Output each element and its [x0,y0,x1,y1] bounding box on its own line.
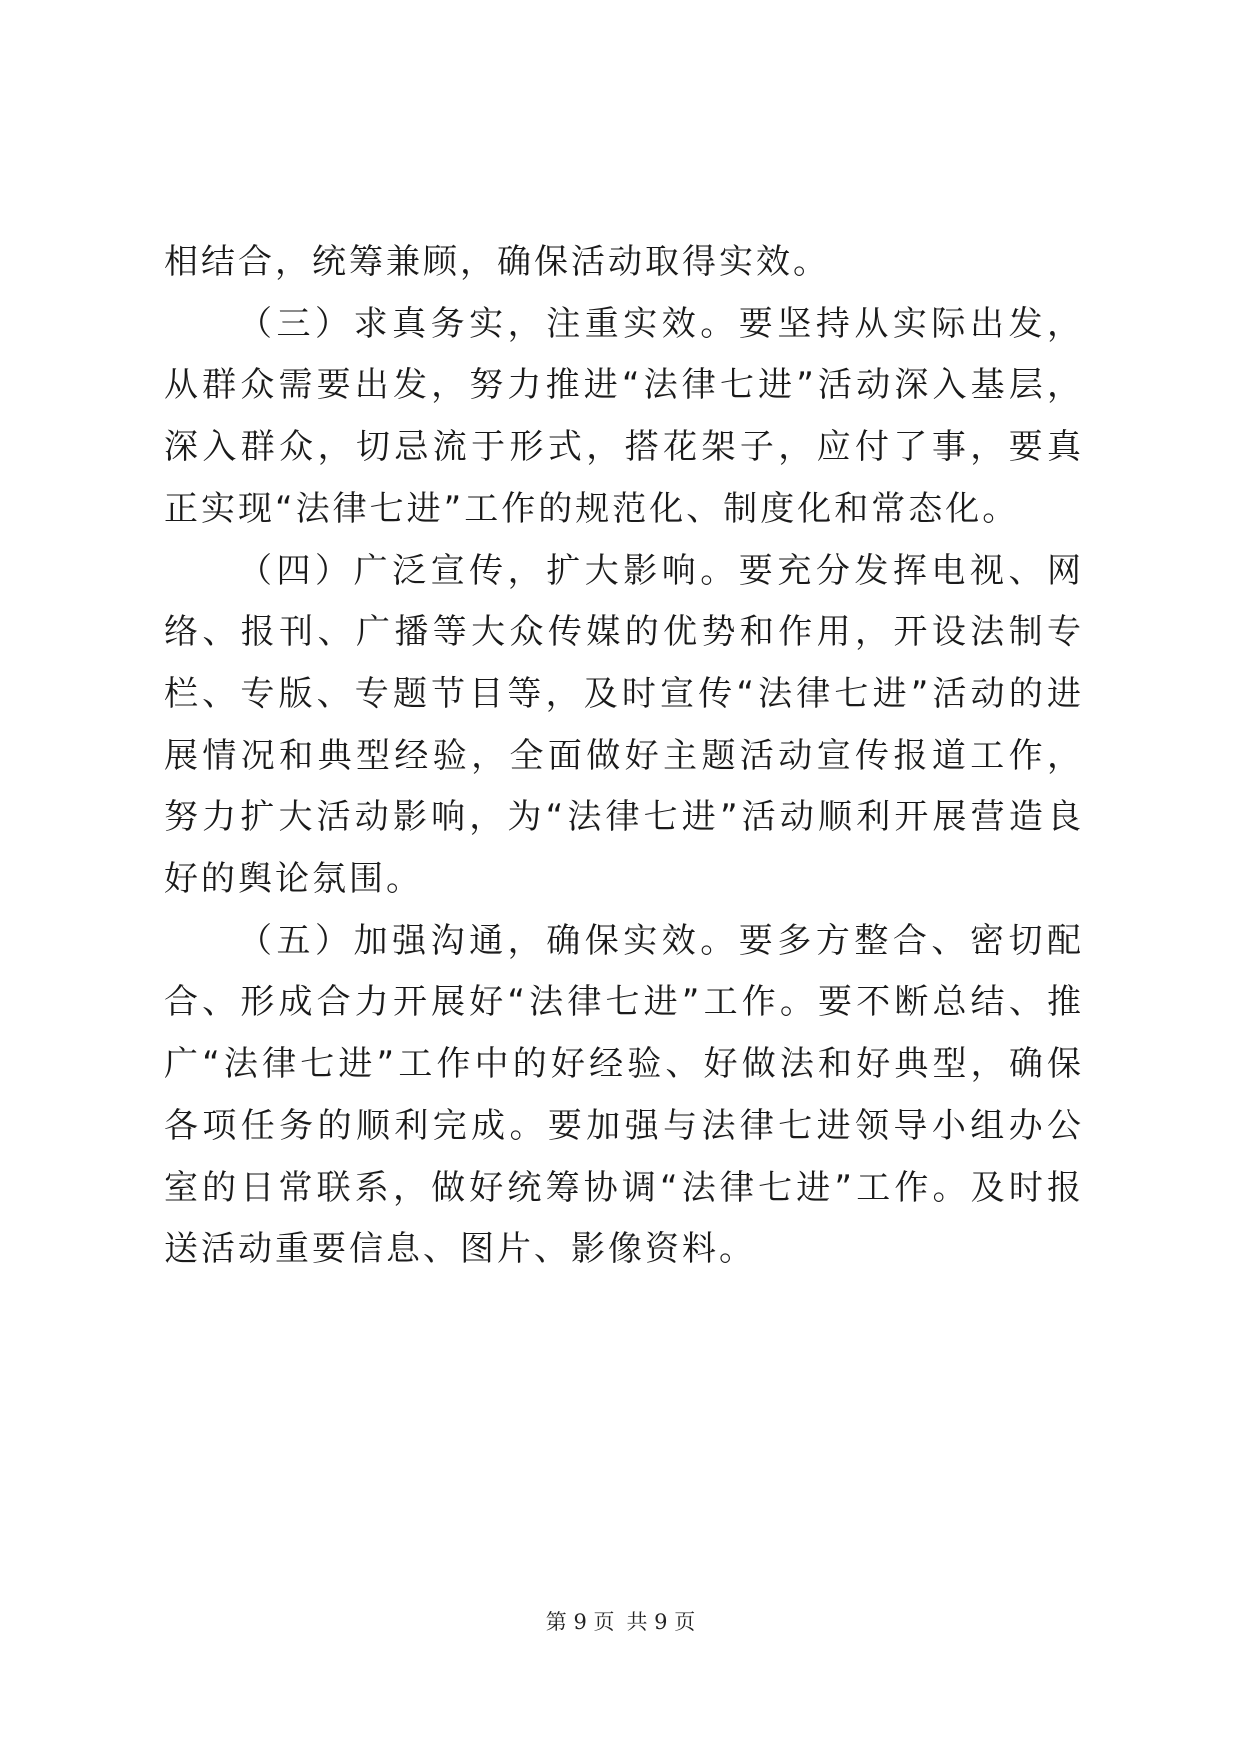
document-body [164,232,1084,1281]
page-total: 共 9 页 [626,1610,696,1634]
paragraph-section-5: （五）加强沟通，确保实效。要多方整合、密切配合、形成合力开展好“法律七进”工作。要不断总结、推广“法律七进”工作中的好经验、好做法和好典型，确保各项任务的顺利完成。要加强与法律七进领导小组办公室的日常联系，做好统筹协调“法律七进”工作。及时报送活动重要信息、图片、影像资料。 [164,920,1084,1270]
paragraph-section-3: （三）求真务实，注重实效。要坚持从实际出发，从群众需要出发，努力推进“法律七进”活动深入基层，深入群众，切忌流于形式，搭花架子，应付了事，要真正实现“法律七进”工作的规范化、制度化和常态化。 [164,303,1084,529]
page-number: 第 9 页 [545,1610,615,1634]
paragraph-section-4: （四）广泛宣传，扩大影响。要充分发挥电视、网络、报刊、广播等大众传媒的优势和作用，开设法制专栏、专版、专题节目等，及时宣传“法律七进”活动的进展情况和典型经验，全面做好主题活动宣传报道工作，努力扩大活动影响，为“法律七进”活动顺利开展营造良好的舆论氛围。 [164,550,1084,900]
page-footer [0,1606,1241,1636]
paragraph-continuation: 相结合，统筹兼顾，确保活动取得实效。 [164,242,830,282]
